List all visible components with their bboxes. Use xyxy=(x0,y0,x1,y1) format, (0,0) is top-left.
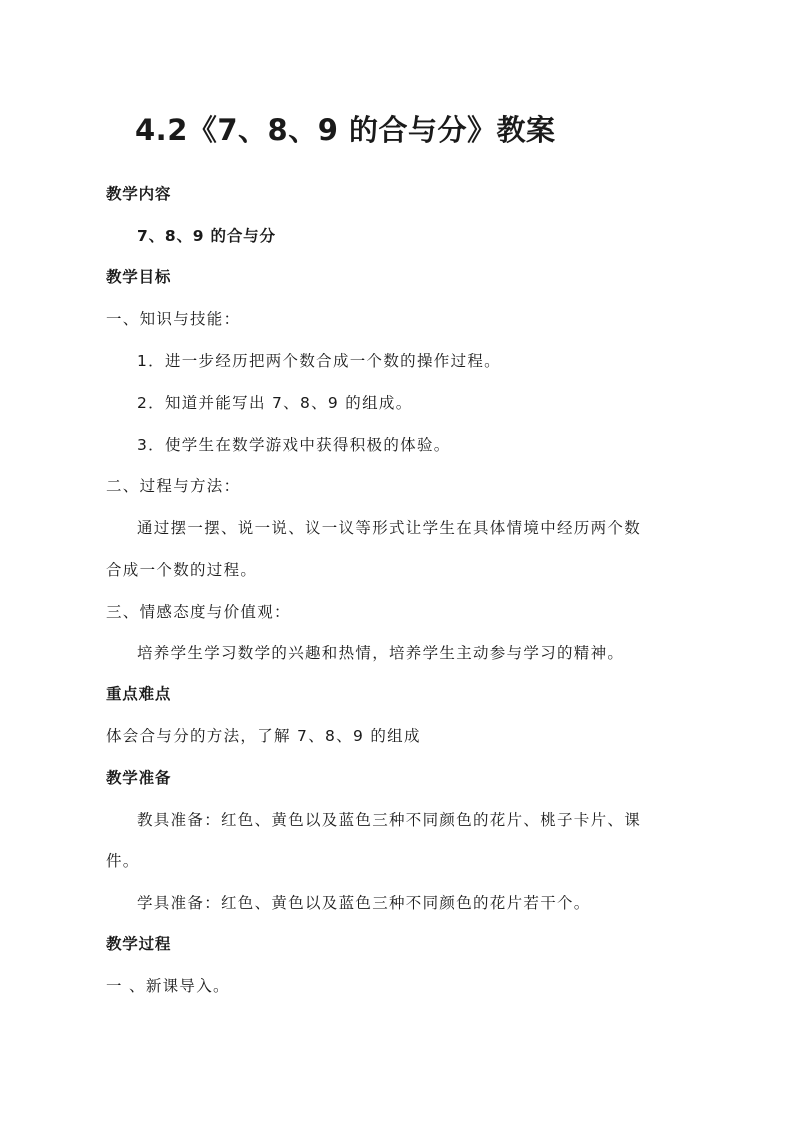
key-points-heading: 重点难点 xyxy=(106,685,172,703)
content-text: 7、8、9 的合与分 xyxy=(137,227,276,245)
goal2-heading: 二、过程与方法： xyxy=(106,477,241,495)
goal2-text-line1: 通过摆一摆、说一说、议一议等形式让学生在具体情境中经历两个数 xyxy=(137,519,642,537)
goal3-text: 培养学生学习数学的兴趣和热情，培养学生主动参与学习的精神。 xyxy=(137,644,625,662)
process-step-1: 一 、新课导入。 xyxy=(106,977,230,995)
student-prep: 学具准备：红色、黄色以及蓝色三种不同颜色的花片若干个。 xyxy=(137,894,591,912)
preparation-heading: 教学准备 xyxy=(106,769,172,787)
document-title: 4.2《7、8、9 的合与分》教案 xyxy=(135,113,556,147)
teacher-prep-line2: 件。 xyxy=(106,852,140,870)
goal1-item: 1．进一步经历把两个数合成一个数的操作过程。 xyxy=(137,352,501,370)
goal3-heading: 三、情感态度与价值观： xyxy=(106,603,291,621)
goal1-heading: 一、知识与技能： xyxy=(106,310,241,328)
goal2-text-line2: 合成一个数的过程。 xyxy=(106,561,258,579)
goals-heading: 教学目标 xyxy=(106,268,172,286)
content-heading: 教学内容 xyxy=(106,185,172,203)
process-heading: 教学过程 xyxy=(106,935,172,953)
key-points-text: 体会合与分的方法，了解 7、8、9 的组成 xyxy=(106,727,421,745)
teacher-prep-line1: 教具准备：红色、黄色以及蓝色三种不同颜色的花片、桃子卡片、课 xyxy=(137,811,642,829)
goal1-item: 3．使学生在数学游戏中获得积极的体验。 xyxy=(137,436,451,454)
goal1-item: 2．知道并能写出 7、8、9 的组成。 xyxy=(137,394,413,412)
